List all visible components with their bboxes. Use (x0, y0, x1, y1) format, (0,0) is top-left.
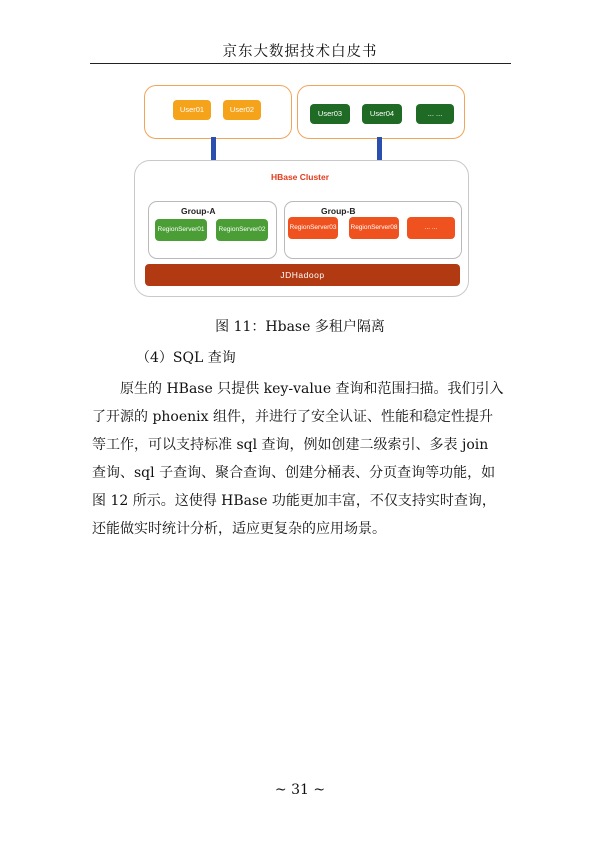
region-server-box: RegionServer02 (216, 219, 268, 241)
user-group-left (144, 85, 292, 139)
paragraph-line: 原生的 HBase 只提供 key-value 查询和范围扫描。我们引入 (92, 381, 504, 397)
paragraph-line: 等工作，可以支持标准 sql 查询，例如创建二级索引、多表 join (92, 437, 489, 453)
paragraph-line: 图 12 所示。这使得 HBase 功能更加丰富，不仅支持实时查询， (92, 493, 496, 509)
section-heading: （4）SQL 查询 (136, 350, 236, 366)
paragraph-line: 查询、sql 子查询、聚合查询、创建分桶表、分页查询等功能，如 (92, 465, 496, 481)
user-box: User02 (223, 100, 261, 120)
user-box: User03 (310, 104, 350, 124)
user-box: User01 (173, 100, 211, 120)
group-a-label: Group-A (181, 206, 216, 216)
user-box: User04 (362, 104, 402, 124)
page-header-title: 京东大数据技术白皮书 (222, 44, 378, 60)
jdhadoop-platform-bar: JDHadoop (145, 264, 460, 286)
body-paragraph (92, 375, 512, 543)
group-b-box (284, 201, 462, 259)
paragraph-line: 了开源的 phoenix 组件，并进行了安全认证、性能和稳定性提升 (92, 409, 493, 425)
hbase-multitenancy-diagram (0, 0, 600, 310)
paragraph-line: 还能做实时统计分析，适应更复杂的应用场景。 (92, 521, 386, 537)
region-server-box: RegionServer03 (288, 217, 338, 239)
cluster-label: HBase Cluster (270, 172, 330, 182)
region-server-box: RegionServer01 (155, 219, 207, 241)
user-box-more: ... ... (416, 104, 454, 124)
group-a-box (148, 201, 277, 259)
figure-caption: 图 11：Hbase 多租户隔离 (215, 319, 385, 335)
region-server-box: RegionServer08 (349, 217, 399, 239)
group-b-label: Group-B (321, 206, 356, 216)
region-server-box-more: ... ... (407, 217, 455, 239)
page-number: ~ 31 ~ (274, 782, 326, 798)
user-group-right (297, 85, 465, 139)
